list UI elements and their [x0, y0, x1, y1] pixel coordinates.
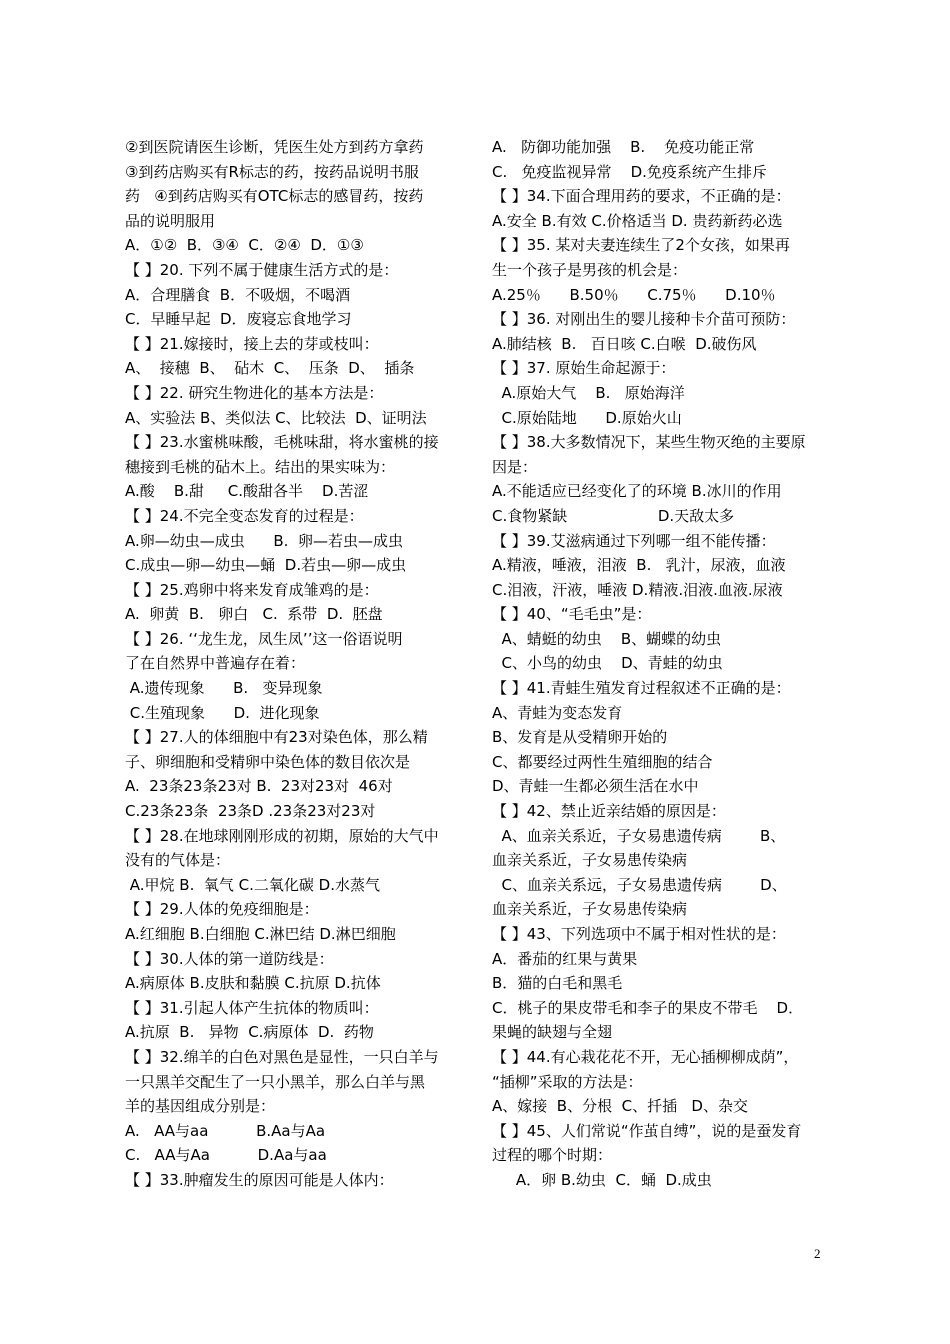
page-number: 2: [814, 1246, 821, 1261]
text-line: “插柳”采取的方法是：: [492, 1072, 643, 1091]
text-line: 【 】21.嫁接时，接上去的芽或枝叫：: [125, 334, 379, 353]
text-line: A.25％ B.50％ C.75％ D.10％: [492, 285, 776, 304]
text-line: 子、卵细胞和受精卵中染色体的数目依次是: [125, 752, 411, 771]
text-line: A. AA与aa B.Aa与Aa: [125, 1121, 326, 1140]
text-line: 【 】43、下列选项中不属于相对性状的是：: [492, 925, 786, 943]
text-line: C.生殖现象 D. 进化现象: [125, 703, 320, 722]
text-line: D、青蛙一生都必须生活在水中: [492, 777, 699, 796]
text-line: A、嫁接 B、分根 C、扦插 D、杂交: [492, 1097, 748, 1116]
text-line: C.成虫—卵—幼虫—蛹 D.若虫—卵—成虫: [125, 556, 407, 575]
text-line: A.精液，唾液，泪液 B. 乳汁，尿液，血液: [492, 556, 786, 575]
text-line: 【 】28.在地球刚刚形成的初期，原始的大气中: [125, 826, 439, 845]
text-line: 因是：: [492, 457, 538, 476]
text-line: 【 】44.有心栽花花不开，无心插柳柳成荫”，: [492, 1047, 799, 1066]
text-line: ②到医院请医生诊断，凭医生处方到药方拿药: [125, 138, 424, 156]
text-line: C. AA与Aa D.Aa与aa: [125, 1146, 327, 1165]
text-line: 【 】45、人们常说“作茧自缚”，说的是蚕发育: [492, 1121, 802, 1140]
text-line: 穗接到毛桃的砧木上。结出的果实味为：: [125, 457, 396, 476]
text-line: 羊的基因组成分别是：: [125, 1097, 276, 1116]
text-line: 【 】33.肿瘤发生的原因可能是人体内：: [125, 1170, 394, 1189]
text-line: A.酸 B.甜 C.酸甜各半 D.苦涩: [125, 482, 369, 501]
text-line: ③到药店购买有R标志的药，按药品说明书服: [125, 162, 419, 181]
text-line: A.红细胞 B.白细胞 C.淋巴结 D.淋巴细胞: [125, 925, 396, 943]
right-column: [492, 135, 837, 1193]
text-line: A. 防御功能加强 B. 免疫功能正常: [492, 138, 755, 156]
text-line: 【 】36. 对刚出生的婴儿接种卡介苗可预防：: [492, 310, 796, 329]
text-line: 药 ④到药店购买有OTC标志的感冒药，按药: [125, 187, 424, 206]
text-line: 【 】35. 某对夫妻连续生了2个女孩，如果再: [492, 236, 790, 255]
text-line: C、都要经过两性生殖细胞的结合: [492, 752, 713, 771]
text-line: 【 】39.艾滋病通过下列哪一组不能传播：: [492, 531, 776, 550]
text-line: 【 】32.绵羊的白色对黑色是显性，一只白羊与: [125, 1047, 439, 1066]
text-line: 【 】22. 研究生物进化的基本方法是：: [125, 383, 384, 402]
text-line: A.遗传现象 B. 变异现象: [125, 679, 323, 698]
text-line: A. 23条23条23对 B. 23对23对 46对: [125, 777, 393, 796]
text-line: 果蝇的缺翅与全翅: [492, 1023, 613, 1042]
text-line: 生一个孩子是男孩的机会是：: [492, 260, 688, 279]
text-line: C．早睡早起 D．废寝忘食地学习: [125, 310, 352, 329]
text-line: 一只黑羊交配生了一只小黑羊，那么白羊与黑: [125, 1072, 426, 1091]
text-line: A.肺结核 B. 百日咳 C.白喉 D.破伤风: [492, 334, 757, 353]
text-line: C、小鸟的幼虫 D、青蛙的幼虫: [492, 654, 723, 673]
text-line: 【 】20. 下列不属于健康生活方式的是：: [125, 260, 399, 279]
text-line: 了在自然界中普遍存在着：: [125, 654, 306, 673]
text-line: C.23条23条 23条D .23条23对23对: [125, 802, 376, 821]
text-line: A、血亲关系近，子女易患遗传病 B、: [492, 826, 786, 845]
text-line: C．桃子的果皮带毛和李子的果皮不带毛 D．: [492, 998, 804, 1017]
text-line: C、血亲关系远，子女易患遗传病 D、: [492, 875, 787, 894]
text-line: 血亲关系近，子女易患传染病: [492, 900, 688, 919]
text-line: A.病原体 B.皮肤和黏膜 C.抗原 D.抗体: [125, 974, 381, 993]
text-line: 【 】42、禁止近亲结婚的原因是：: [492, 802, 726, 821]
text-line: 品的说明服用: [125, 211, 216, 230]
text-line: A．①② B．③④ C．②④ D．①③: [125, 236, 364, 255]
text-line: 【 】25.鸡卵中将来发育成雏鸡的是：: [125, 580, 379, 599]
text-line: 【 】23.水蜜桃味酸，毛桃味甜，将水蜜桃的接: [125, 433, 439, 452]
text-line: 【 】41.青蛙生殖发育过程叙述不正确的是：: [492, 679, 791, 698]
text-line: A.甲烷 B. 氧气 C.二氧化碳 D.水蒸气: [125, 875, 380, 894]
text-line: 没有的气体是：: [125, 851, 231, 870]
text-line: A．卵 B.幼虫 C．蛹 D.成虫: [492, 1170, 712, 1189]
text-line: C.泪液，汗液，唾液 D.精液.泪液.血液.尿液: [492, 580, 783, 599]
text-line: C.食物紧缺 D.天敌太多: [492, 506, 735, 525]
text-line: A．番茄的红果与黄果: [492, 949, 638, 968]
text-line: A.不能适应已经变化了的环境 B.冰川的作用: [492, 482, 782, 501]
text-line: 【 】40、“毛毛虫”是：: [492, 605, 652, 624]
text-line: A. 卵黄 B. 卵白 C. 系带 D. 胚盘: [125, 605, 383, 624]
text-line: A.抗原 B. 异物 C.病原体 D. 药物: [125, 1023, 374, 1042]
text-line: 过程的哪个时期：: [492, 1146, 613, 1165]
text-line: 【 】24.不完全变态发育的过程是：: [125, 506, 364, 525]
text-line: C. 免疫监视异常 D.免疫系统产生排斥: [492, 162, 767, 181]
text-line: 【 】26. ‘‘龙生龙，凤生凤’’这一俗语说明: [125, 629, 403, 648]
text-line: A、青蛙为变态发育: [492, 703, 623, 722]
text-line: A、实验法 B、类似法 C、比较法 D、证明法: [125, 408, 427, 427]
left-column: [125, 135, 470, 1193]
text-line: 【 】34.下面合理用药的要求，不正确的是：: [492, 187, 791, 206]
text-line: A.卵—幼虫—成虫 B. 卵—若虫—成虫: [125, 531, 403, 550]
text-line: A.安全 B.有效 C.价格适当 D. 贵药新药必选: [492, 211, 783, 230]
text-line: C.原始陆地 D.原始火山: [492, 408, 682, 427]
text-line: 【 】38.大多数情况下，某些生物灭绝的主要原: [492, 433, 806, 452]
text-line: A．合理膳食 B．不吸烟，不喝酒: [125, 285, 351, 304]
text-line: B、发育是从受精卵开始的: [492, 728, 668, 747]
text-line: 血亲关系近，子女易患传染病: [492, 851, 688, 870]
text-line: A.原始大气 B. 原始海洋: [492, 383, 685, 402]
text-line: 【 】29.人体的免疫细胞是：: [125, 900, 319, 919]
text-line: 【 】30.人体的第一道防线是：: [125, 949, 334, 968]
text-line: A、蜻蜓的幼虫 B、蝴蝶的幼虫: [492, 629, 722, 648]
text-line: 【 】27.人的体细胞中有23对染色体，那么精: [125, 728, 428, 747]
text-line: 【 】31.引起人体产生抗体的物质叫：: [125, 998, 379, 1017]
text-line: A、 接穗 B、 砧木 C、 压条 D、 插条: [125, 359, 415, 378]
text-line: B．猫的白毛和黑毛: [492, 974, 623, 993]
text-line: 【 】37. 原始生命起源于：: [492, 359, 676, 378]
